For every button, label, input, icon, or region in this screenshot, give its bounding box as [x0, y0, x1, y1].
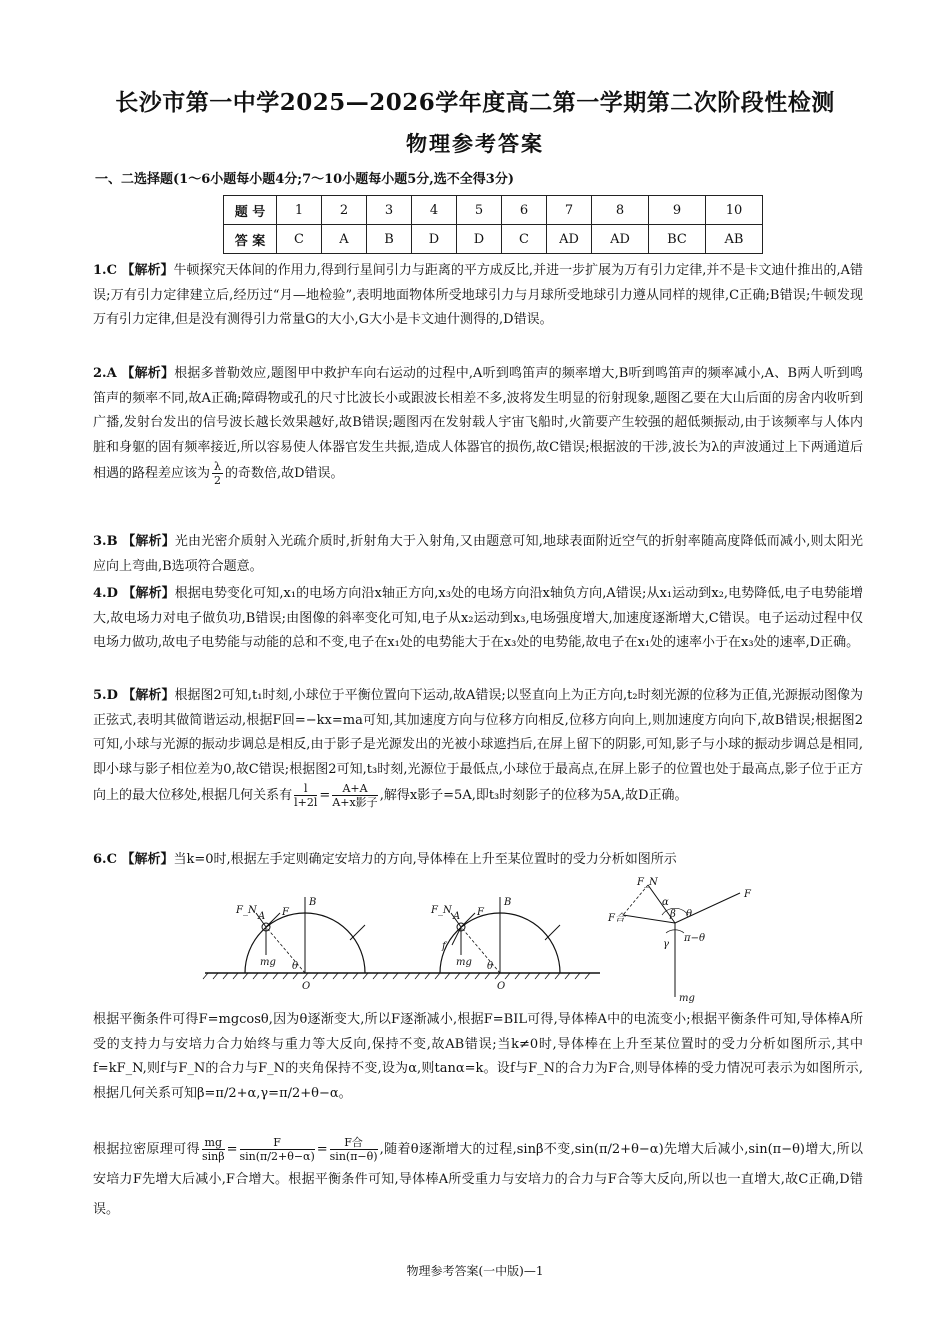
- label-Fhe: F合: [608, 913, 625, 924]
- question-label: 3.B 【解析】: [93, 534, 175, 549]
- table-cell: 3: [367, 196, 412, 225]
- question-label: 5.D 【解析】: [93, 688, 175, 703]
- label-pi-theta: π−θ: [684, 933, 705, 944]
- label-F: F: [282, 907, 289, 918]
- question-6-analysis: [93, 1008, 863, 1106]
- question-4: [93, 582, 863, 656]
- label-O: O: [497, 981, 506, 992]
- label-O: O: [302, 981, 311, 992]
- table-cell: 9: [649, 196, 706, 225]
- table-cell: AB: [706, 225, 763, 254]
- fraction-numerator: A+A: [332, 782, 377, 796]
- question-2: [93, 362, 863, 487]
- question-label: 6.C 【解析】: [93, 852, 174, 867]
- fraction-denominator: sin(π−θ): [329, 1150, 378, 1163]
- label-beta: β: [670, 909, 676, 920]
- fraction-denominator: A+x影子: [332, 796, 378, 810]
- table-header-cell: 答 案: [224, 225, 277, 254]
- table-cell: D: [457, 225, 502, 254]
- table-cell: 8: [592, 196, 649, 225]
- fraction-denominator: sin(π/2+θ−α): [239, 1150, 315, 1163]
- table-cell: A: [322, 225, 367, 254]
- fraction-numerator: F: [240, 1136, 315, 1150]
- label-F: F: [744, 889, 751, 900]
- label-mg: mg: [456, 957, 472, 968]
- fraction-denominator: sinβ: [201, 1150, 225, 1163]
- question-text-tail: ,随着θ逐渐增大的过程,sinβ不变,sin(π/2+θ−α)先增大后减小,sin(π−θ)增大,所以安培力F先增大后减小,F合增大。根据平衡条件可知,导体棒A所受重力与安培力的合力与F合等大反向,所以也一直增大,故C正确,D错误。: [93, 1142, 863, 1217]
- table-cell: BC: [649, 225, 706, 254]
- question-text: 根据电势变化可知,x₁的电场方向沿x轴正方向,x₃处的电场方向沿x轴负方向,A错误;从x₁运动到x₂,电势降低,电子电势能增大,故电场力对电子做负功,B错误;由图像的斜率变化可知,电子从x₂运动到x₃,电场强度增大,加速度逐渐增大,C错误。电子运动过程中仅电场力做功,故电子电势能与动能的总和不变,电子在x₁处的电势能大于在x₃处的电势能,故电子在x₁处的速率小于在x₃处的速率,D正确。: [93, 586, 863, 651]
- figure-2-semicircle: [405, 897, 600, 992]
- table-cell: 10: [706, 196, 763, 225]
- fraction-numerator: mg: [202, 1136, 225, 1150]
- force-diagrams: [200, 875, 760, 1005]
- question-3: [93, 530, 863, 579]
- fraction-denominator: 2: [214, 474, 221, 488]
- fraction: [202, 1136, 225, 1163]
- question-text: 根据图2可知,t₁时刻,小球位于平衡位置向下运动,故A错误;以竖直向上为正方向,t₂时刻光源的位移为正值,光源振动图像为正弦式,表明其做简谐运动,根据F回=−kx=ma可知,其加速度方向与位移方向相反,位移方向向上,则加速度方向向下,故B错误;根据图2可知,小球与光源的振动步调总是相反,由于影子是光源发出的光被小球遮挡后,在屏上留下的阴影,可知,影子与小球的振动步调总是相同,即小球与影子相位差为0,故C错误;根据图2可知,t₃时刻,光源位于最低点,小球位于最高点,在屏上影子的位置也处于最高点,影子位于正方向上的最大位移处,根据几何关系有: [93, 688, 864, 804]
- table-cell: 7: [547, 196, 592, 225]
- table-cell: B: [367, 225, 412, 254]
- question-text-tail: 的奇数倍,故D错误。: [225, 466, 344, 482]
- fraction: [332, 782, 377, 809]
- page-footer: 物理参考答案(一中版)—1: [406, 1264, 544, 1278]
- table-cell: 4: [412, 196, 457, 225]
- equals-sign: =: [319, 788, 331, 804]
- page-title: 长沙市第一中学2025—2026学年度高二第一学期第二次阶段性检测: [115, 89, 835, 116]
- table-cell: C: [502, 225, 547, 254]
- fraction: [240, 1136, 315, 1163]
- label-FN: F_N: [236, 905, 257, 916]
- fraction-denominator: l+2l: [294, 796, 318, 810]
- page-subtitle: 物理参考答案: [406, 131, 544, 156]
- label-B: B: [504, 897, 512, 908]
- question-label: 4.D 【解析】: [93, 586, 175, 601]
- label-A: A: [453, 911, 461, 922]
- question-text-tail: ,解得x影子=5A,即t₃时刻影子的位移为5A,故D正确。: [379, 788, 688, 804]
- table-cell: D: [412, 225, 457, 254]
- label-FN: F_N: [431, 905, 452, 916]
- answer-table-row-answers: [224, 225, 763, 254]
- question-6-intro: [93, 848, 863, 873]
- table-header-cell: 题 号: [224, 196, 277, 225]
- question-text: 当k=0时,根据左手定则确定安培力的方向,导体棒在上升至某位置时的受力分析如图所示: [173, 852, 677, 867]
- label-F: F: [477, 907, 484, 918]
- label-FN: F_N: [637, 877, 658, 888]
- label-mg: mg: [679, 993, 695, 1004]
- label-mg: mg: [260, 957, 276, 968]
- fraction: [212, 460, 223, 487]
- fraction: [330, 1136, 378, 1163]
- table-cell: 2: [322, 196, 367, 225]
- label-theta: θ: [686, 909, 693, 920]
- table-cell: 1: [277, 196, 322, 225]
- question-label: 1.C 【解析】: [93, 263, 174, 278]
- table-cell: 6: [502, 196, 547, 225]
- label-gamma: γ: [663, 939, 669, 950]
- label-B: B: [309, 897, 317, 908]
- table-cell: C: [277, 225, 322, 254]
- figure-1-semicircle: [203, 897, 405, 992]
- label-theta: θ: [487, 961, 494, 972]
- label-alpha: α: [662, 897, 669, 908]
- question-text: 光由光密介质射入光疏介质时,折射角大于入射角,又由题意可知,地球表面附近空气的折射率随高度降低而减小,则太阳光应向上弯曲,B选项符合题意。: [93, 534, 864, 574]
- section-heading: 一、二选择题(1～6小题每小题4分;7～10小题每小题5分,选不全得3分): [95, 172, 514, 187]
- label-A: A: [258, 911, 266, 922]
- table-cell: 5: [457, 196, 502, 225]
- answer-table-row-numbers: [224, 196, 763, 225]
- fraction-numerator: l: [294, 782, 317, 796]
- table-cell: AD: [592, 225, 649, 254]
- question-5: [93, 684, 863, 809]
- table-cell: AD: [547, 225, 592, 254]
- question-label: 2.A 【解析】: [93, 366, 175, 381]
- label-theta: θ: [292, 961, 299, 972]
- fraction: [294, 782, 317, 809]
- answer-table: [223, 195, 763, 254]
- label-f: f: [442, 941, 446, 952]
- question-6-lami: 根据拉密原理可得 $\frac{mg}{\sin\beta}$ = $\frac{F}{\sin(\pi/2+\theta-\alpha)}$ = $\frac{\text{F合}}{\sin(\pi-\theta)}$ ,随着θ逐渐增大的过程,sinβ不变,sin(π/2+θ−α)先增大后减小,sin(π−θ)增大,所以安培力F先增大后减小,F合增大。根据平衡条件可知,导体棒A所受重力与安培力的合力与F合等大反向,所以也一直增大,故C正确,D错误。: [93, 1136, 863, 1217]
- fraction-numerator: λ: [214, 460, 221, 474]
- question-text: 根据平衡条件可得F=mgcosθ,因为θ逐渐变大,所以F逐渐减小,根据F=BIL可得,导体棒A中的电流变小;根据平衡条件可知,导体棒A所受的支持力与安培力合力始终与重力等大反向,保持不变,故AB错误;当k≠0时,导体棒在上升至某位置时的受力分析如图所示,其中f=kF_N,则f与F_N的合力与F_N的夹角保持不变,设为α,则tanα=k。设f与F_N的合力为F合,则导体棒的受力情况可表示为如图所示,根据几何关系可知β=π/2+α,γ=π/2+θ−α。: [93, 1012, 863, 1101]
- fraction-numerator: F合: [330, 1136, 378, 1150]
- figure-3-force-triangle: [607, 877, 752, 1004]
- question-1: [93, 259, 863, 333]
- question-text: 根据拉密原理可得: [93, 1142, 200, 1157]
- question-text: 根据多普勒效应,题图甲中救护车向右运动的过程中,A听到鸣笛声的频率增大,B听到鸣笛声的频率减小,A、B两人听到鸣笛声的频率不同,故A正确;障碍物或孔的尺寸比波长小或跟波长相差不多,波将发生明显的衍射现象,题图乙要在大山后面的房舍内收听到广播,发射台发出的信号波长越长效果越好,故B错误;题图丙在发射载人宇宙飞船时,火箭要产生较强的超低频振动,由于该频率与人体内脏和身躯的固有频率接近,所以容易使人体器官发生共振,造成人体器官的损伤,故C错误;根据波的干涉,波长为λ的声波通过上下两通道后相遇的路程差应该为: [93, 366, 863, 482]
- question-text: 牛顿探究天体间的作用力,得到行星间引力与距离的平方成反比,并进一步扩展为万有引力定律,并不是卡文迪什推出的,A错误;万有引力定律建立后,经历过“月—地检验”,表明地面物体所受地球引力与月球所受地球引力遵从同样的规律,C正确;B错误;牛顿发现万有引力定律,但是没有测得引力常量G的大小,G大小是卡文迪什测得的,D错误。: [93, 263, 863, 328]
